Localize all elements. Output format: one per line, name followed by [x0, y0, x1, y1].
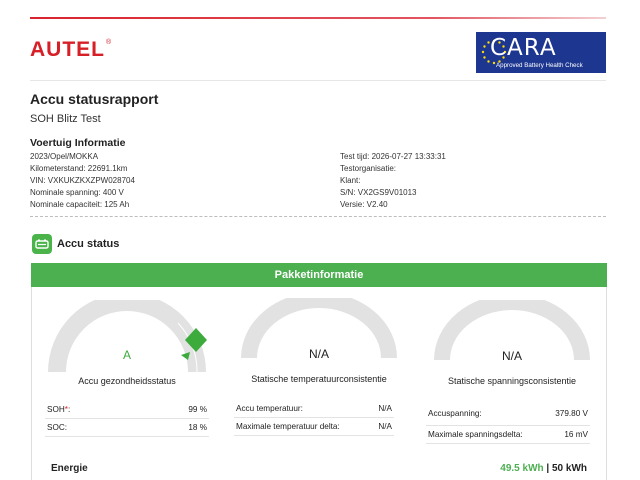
table-row [234, 400, 394, 417]
soh-grade-value: A [122, 348, 131, 362]
header-divider [30, 80, 606, 81]
table-row [426, 425, 590, 443]
energy-current: 49.5 kWh [500, 463, 544, 474]
voltage-table [426, 403, 590, 444]
vehicle-model: 2023/Opel/MOKKA [30, 152, 99, 161]
temperature-gauge [234, 298, 404, 380]
voltage-gauge-value: N/A [501, 349, 522, 363]
max-temperature-delta-value: N/A [371, 417, 394, 435]
temperature-gauge-title: Statische temperatuurconsistentie [251, 374, 387, 384]
package-info-header: Pakketinformatie [31, 263, 607, 287]
test-time: Test tijd: 2026-07-27 13:33:31 [340, 152, 446, 161]
soc-label: SOC: [45, 418, 134, 436]
soc-value: 18 % [134, 418, 209, 436]
soh-table [45, 402, 209, 437]
soh-label: SOH*: [45, 402, 134, 418]
table-row [426, 403, 590, 425]
battery-temperature-label: Accu temperatuur: [234, 400, 371, 417]
max-temperature-delta-label: Maximale temperatuur delta: [234, 417, 371, 435]
vehicle-nominal-voltage: Nominale spanning: 400 V [30, 188, 124, 197]
battery-status-icon [32, 234, 52, 254]
report-subtitle: SOH Blitz Test [30, 113, 101, 125]
software-version: Versie: V2.40 [340, 200, 388, 209]
vehicle-vin: VIN: VXKUKZKXZPW028704 [30, 176, 135, 185]
customer: Klant: [340, 176, 361, 185]
cara-tagline: Approved Battery Health Check [496, 62, 583, 69]
serial-number: S/N: VX2GS9V01013 [340, 188, 417, 197]
test-organisation: Testorganisatie: [340, 164, 397, 173]
soh-gauge-title: Accu gezondheidsstatus [78, 376, 176, 386]
battery-voltage-label: Accuspanning: [426, 403, 552, 425]
max-voltage-delta-value: 16 mV [552, 425, 590, 443]
energy-label: Energie [51, 463, 88, 474]
cara-brand: CARA [490, 35, 557, 61]
vehicle-info-right [340, 151, 446, 211]
table-row [45, 418, 209, 436]
autel-logo [30, 38, 112, 62]
vehicle-mileage: Kilometerstand: 22691.1km [30, 164, 128, 173]
energy-separator: | [543, 463, 552, 474]
voltage-gauge-title: Statische spanningsconsistentie [447, 376, 577, 386]
report-title: Accu statusrapport [30, 91, 159, 107]
section-divider [30, 216, 606, 217]
vehicle-section-title: Voertuig Informatie [30, 137, 126, 149]
vehicle-info-left [30, 151, 135, 211]
vehicle-nominal-capacity: Nominale capaciteit: 125 Ah [30, 200, 130, 209]
voltage-gauge [427, 300, 597, 382]
cara-badge [476, 32, 606, 73]
battery-status-title: Accu status [57, 238, 120, 250]
autel-logo-text: AUTEL [30, 38, 105, 61]
soh-gauge [42, 300, 212, 382]
battery-voltage-value: 379.80 V [552, 403, 590, 425]
energy-value [480, 463, 587, 474]
table-row [234, 417, 394, 435]
temperature-table [234, 400, 394, 436]
max-voltage-delta-label: Maximale spanningsdelta: [426, 425, 552, 443]
header-accent-line [30, 17, 606, 19]
battery-temperature-value: N/A [371, 400, 394, 417]
registered-mark: ® [106, 39, 113, 46]
soh-value: 99 % [134, 402, 209, 418]
temperature-gauge-value: N/A [308, 347, 329, 361]
energy-total: 50 kWh [551, 463, 587, 474]
table-row [45, 402, 209, 418]
